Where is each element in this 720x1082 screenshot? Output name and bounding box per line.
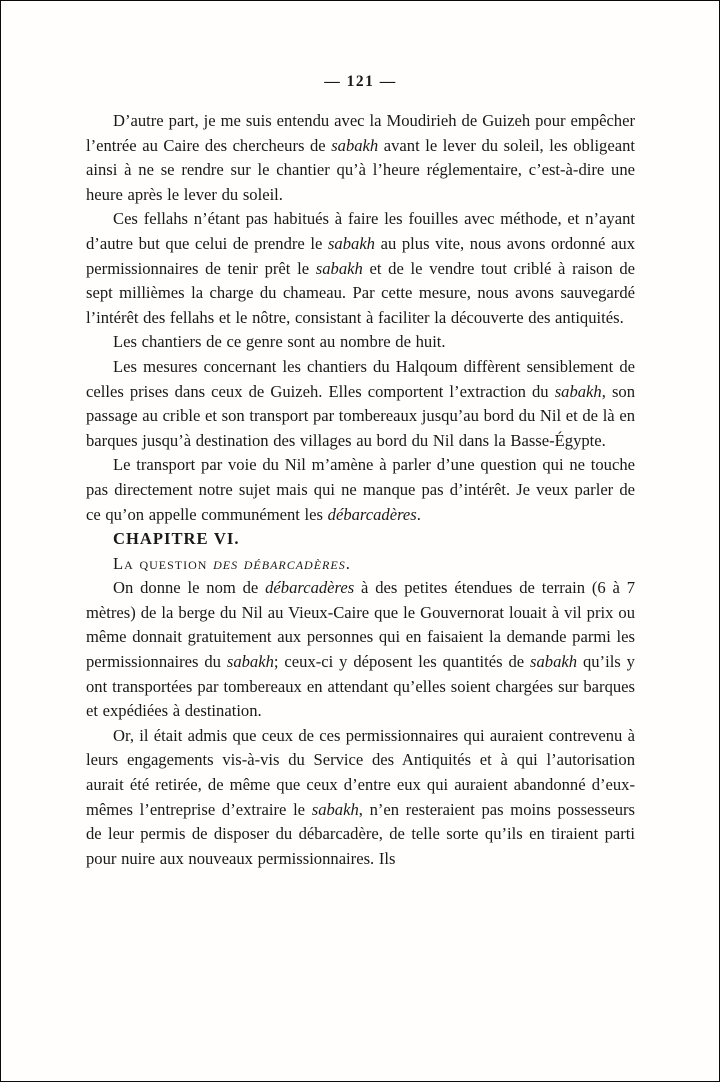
text-run: Ces fellahs n’étant pas habitués à faire les fouilles avec méthode, et n’ayant d’autre but que celui de prendre le [86, 209, 635, 253]
paragraph [86, 330, 635, 355]
text-run: à des petites étendues de terrain (6 à 7 mètres) de la berge du Nil au Vieux-Caire que le Gouvernorat louait à vil prix ou même donnait gratuitement aux personnes qui en faisaient la demande parmi les permissionnaires du [86, 578, 635, 672]
section-heading [86, 552, 635, 577]
body-text [86, 109, 635, 871]
text-run: . [345, 553, 351, 573]
italic-term: débarcadères [265, 578, 355, 598]
italic-term: des débarcadères [213, 553, 346, 573]
paragraph [86, 207, 635, 330]
paragraph [86, 724, 635, 872]
text-run: , n’en resteraient pas moins possesseurs de leur permis de disposer du débarcadère, de telle sorte qu’ils en tiraient parti pour nuire aux nouveaux permissionnaires. Ils [86, 799, 635, 868]
paragraph [86, 109, 635, 207]
italic-term: sabakh [226, 652, 274, 672]
text-run: et de le vendre tout criblé à raison de sept millièmes la charge du chameau. Par cette mesure, nous avons sauvegardé l’intérêt des fellahs et le nôtre, consistant à faciliter la découverte des antiquités. [86, 258, 635, 327]
text-run: qu’ils y ont transportées par tombereaux en attendant qu’elles soient chargées sur barques et expédiées à destination. [86, 652, 635, 721]
paragraph [86, 453, 635, 527]
page-number: — 121 — [324, 73, 397, 90]
italic-term: débarcadères [327, 504, 417, 524]
text-run: Or, il était admis que ceux de ces permissionnaires qui auraient contrevenu à leurs engagements vis-à-vis du Service des Antiquités et à qui l’autorisation aurait été retirée, de même que ceux d’entre eux qui auraient abandonné d’eux-mêmes l’entreprise d’extraire le [86, 725, 635, 819]
italic-term: sabakh [530, 652, 578, 672]
italic-term: sabakh [311, 799, 359, 819]
italic-term: sabakh [554, 381, 602, 401]
italic-term: sabakh [331, 135, 379, 155]
text-run: La question [113, 553, 214, 573]
text-run: D’autre part, je me suis entendu avec la Moudirieh de Guizeh pour empêcher l’entrée au Caire des chercheurs de [86, 111, 635, 155]
paragraph [86, 576, 635, 724]
text-run: . [416, 504, 421, 524]
text-run: ; ceux-ci y déposent les quantités de [273, 652, 531, 672]
italic-term: sabakh [315, 258, 363, 278]
text-run: Les chantiers de ce genre sont au nombre de huit. [113, 332, 446, 352]
text-run: Le transport par voie du Nil m’amène à parler d’une question qui ne touche pas directement notre sujet mais qui ne manque pas d’intérêt. Je veux parler de ce qu’on appelle communément les [86, 455, 635, 524]
chapter-heading: CHAPITRE VI. [113, 529, 240, 549]
text-run: avant le lever du soleil, les obligeant ainsi à ne se rendre sur le chantier qu’à l’heure réglementaire, c’est-à-dire une heure après le lever du soleil. [86, 135, 635, 204]
text-run: Les mesures concernant les chantiers du Halqoum diffèrent sensiblement de celles prises dans ceux de Guizeh. Elles comportent l’extraction du [86, 356, 635, 401]
text-run: au plus vite, nous avons ordonné aux permissionnaires de tenir prêt le [86, 233, 635, 278]
paragraph [86, 355, 635, 453]
text-run: , son passage au crible et son transport par tombereaux jusqu’au bord du Nil et de là en barques jusqu’à destination des villages au bord du Nil dans la Basse-Égypte. [86, 381, 635, 450]
italic-term: sabakh [327, 233, 375, 253]
text-run: On donne le nom de [113, 578, 266, 598]
